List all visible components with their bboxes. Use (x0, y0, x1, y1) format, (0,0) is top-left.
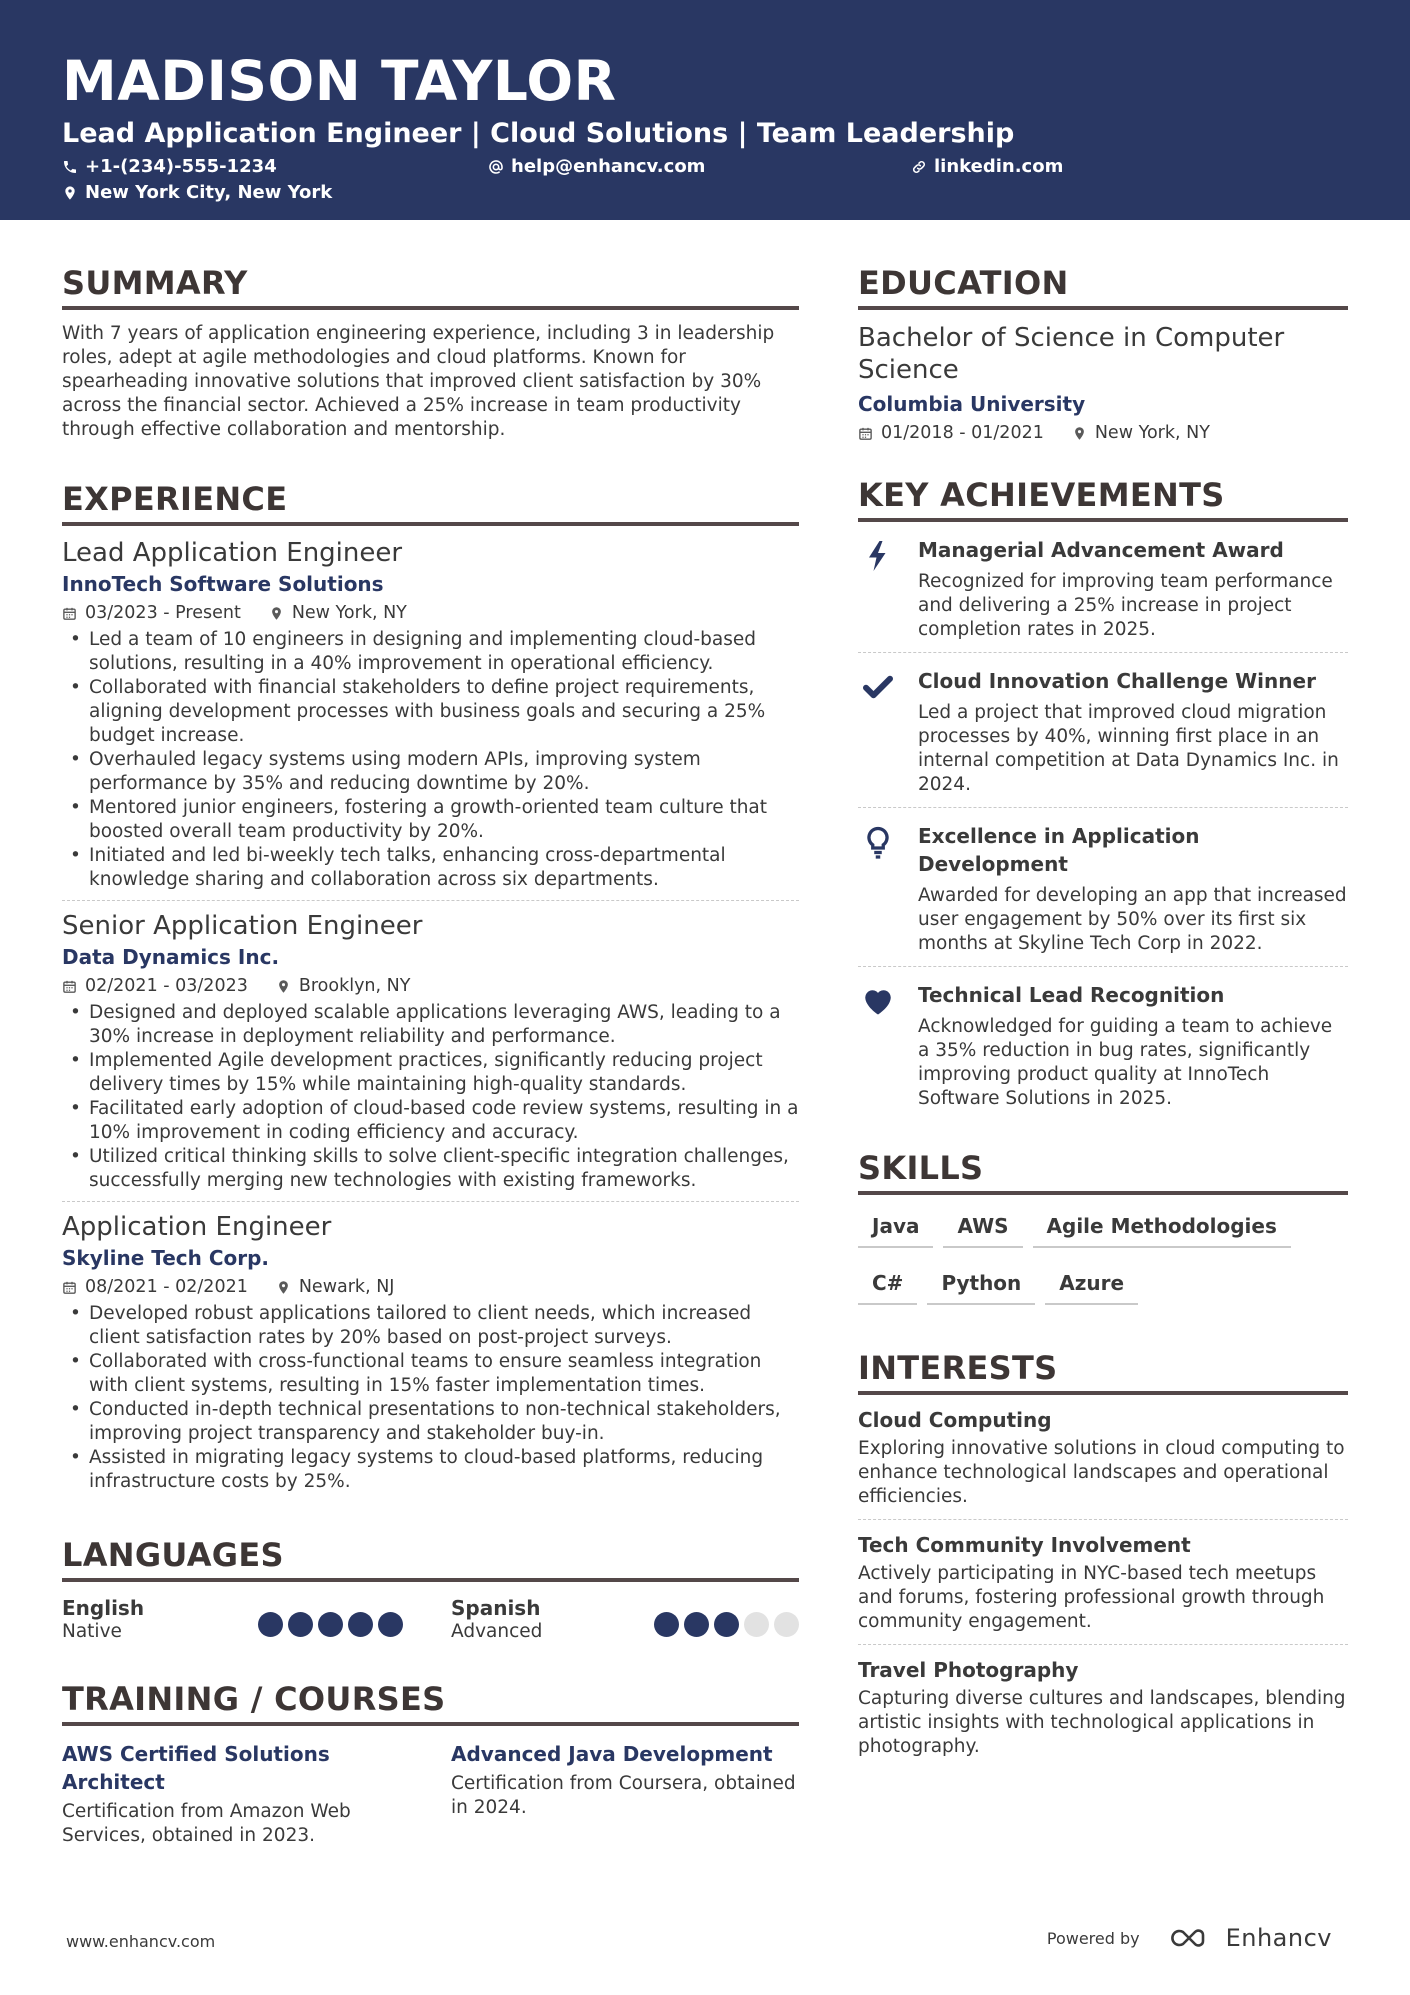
email-text: help@enhancv.com (511, 156, 706, 177)
course-title: AWS Certified Solutions Architect (62, 1742, 330, 1794)
job-meta (62, 1274, 799, 1300)
languages-list (62, 1596, 799, 1644)
job-title: Senior Application Engineer (62, 911, 423, 941)
achievement-desc: Recognized for improving team performance and delivering a 25% increase in project completion rates in 2025. (918, 571, 1333, 640)
education-dates (858, 420, 1044, 446)
calendar-icon (62, 979, 77, 994)
interests-section (858, 1347, 1348, 1769)
skill-tag: C# (858, 1266, 917, 1305)
courses-list (62, 1740, 799, 1848)
job-dates-text: 02/2021 - 03/2023 (85, 976, 248, 996)
achievement-title: Cloud Innovation Challenge Winner (918, 669, 1316, 693)
course-desc: Certification from Amazon Web Services, obtained in 2023. (62, 1801, 351, 1846)
contact-email[interactable] (488, 156, 705, 177)
phone-text: +1-(234)-555-1234 (85, 156, 277, 177)
training-heading: TRAINING / COURSES (62, 1678, 799, 1726)
calendar-icon (858, 426, 873, 441)
job-meta (62, 973, 799, 999)
job-location (276, 973, 411, 999)
achievements-heading: KEY ACHIEVEMENTS (858, 474, 1348, 522)
job-bullets (62, 1001, 799, 1193)
languages-section (62, 1534, 799, 1644)
job-dates-text: 03/2023 - Present (85, 603, 241, 623)
education-location (1072, 420, 1210, 446)
rating-dot-filled (654, 1612, 679, 1637)
experience-section (62, 478, 799, 1502)
achievement-item (858, 522, 1348, 653)
calendar-icon (62, 606, 77, 621)
lightning-icon (860, 538, 896, 574)
job-bullet: • Assisted in migrating legacy systems to cloud-based platforms, reducing infrastructure costs by 25%. (62, 1446, 799, 1494)
job-bullet: • Collaborated with cross-functional teams to ensure seamless integration with client systems, resulting in 15% faster implementation times. (62, 1350, 799, 1398)
job-bullet: • Developed robust applications tailored to client needs, which increased client satisfaction rates by 20% based on post-project surveys. (62, 1302, 799, 1350)
location-pin-icon (276, 979, 291, 994)
interest-desc: Capturing diverse cultures and landscapes, blending artistic insights with technological applications in photography. (858, 1688, 1346, 1757)
job-bullets (62, 1302, 799, 1494)
interest-title: Cloud Computing (858, 1408, 1052, 1432)
achievement-desc: Acknowledged for guiding a team to achieve a 35% reduction in bug rates, significantly improving product quality at InnoTech Software Solutions in 2025. (918, 1016, 1333, 1109)
skills-list (858, 1209, 1348, 1323)
enhancv-logo-icon (1166, 1925, 1216, 1951)
powered-by-text: Powered by (1046, 1928, 1140, 1948)
link-icon (911, 159, 927, 175)
job-dates (62, 1274, 248, 1300)
skills-section (858, 1147, 1348, 1323)
school-name: Columbia University (858, 392, 1086, 416)
footer-brand (1047, 1924, 1332, 1952)
brand-name: Enhancv (1225, 1924, 1332, 1952)
job-bullet: • Facilitated early adoption of cloud-based code review systems, resulting in a 10% improvement in coding efficiency and accuracy. (62, 1097, 799, 1145)
job-entry (62, 901, 799, 1202)
language-level: Advanced (451, 1621, 543, 1642)
language-item (451, 1596, 799, 1644)
job-entry (62, 526, 799, 901)
heart-icon (860, 983, 896, 1019)
language-rating (649, 1604, 799, 1644)
language-name: English (62, 1596, 145, 1620)
interest-item (858, 1520, 1348, 1645)
achievements-section (858, 474, 1348, 1121)
course-item (451, 1740, 799, 1848)
job-bullet: • Designed and deployed scalable applications leveraging AWS, leading to a 30% increase in deployment reliability and performance. (62, 1001, 799, 1049)
rating-dot-filled (714, 1612, 739, 1637)
rating-dot-filled (318, 1612, 343, 1637)
company-name: Skyline Tech Corp. (62, 1246, 270, 1270)
achievement-icon-wrap (858, 822, 918, 956)
achievement-title: Excellence in Application Development (918, 824, 1200, 876)
experience-heading: EXPERIENCE (62, 478, 799, 526)
at-icon (488, 159, 504, 175)
job-bullet: • Collaborated with financial stakeholders to define project requirements, aligning development processes with business goals and securing a 25% budget increase. (62, 676, 799, 748)
achievement-item (858, 808, 1348, 967)
job-location (276, 1274, 395, 1300)
job-location-text: New York, NY (291, 603, 407, 623)
job-bullet: • Implemented Agile development practices, significantly reducing project delivery times by 15% while maintaining high-quality standards. (62, 1049, 799, 1097)
interest-item (858, 1645, 1348, 1769)
job-bullet: • Overhauled legacy systems using modern APIs, improving system performance by 35% and reducing downtime by 20%. (62, 748, 799, 796)
resume-header (0, 0, 1410, 220)
rating-dot-filled (348, 1612, 373, 1637)
location-pin-icon (62, 185, 78, 201)
linkedin-text: linkedin.com (934, 156, 1064, 177)
contact-row-2 (62, 182, 1348, 208)
achievement-item (858, 653, 1348, 808)
achievement-desc: Led a project that improved cloud migration processes by 40%, winning first place in an internal competition at Data Dynamics Inc. in 2024. (918, 702, 1339, 795)
achievement-title: Technical Lead Recognition (918, 983, 1225, 1007)
skills-heading: SKILLS (858, 1147, 1348, 1195)
job-dates (62, 600, 241, 626)
candidate-title: Lead Application Engineer | Cloud Solutions | Team Leadership (62, 118, 1015, 149)
job-location-text: Brooklyn, NY (298, 976, 411, 996)
language-level: Native (62, 1621, 122, 1642)
phone-icon (62, 159, 78, 175)
right-column (858, 262, 1348, 1769)
rating-dot-filled (258, 1612, 283, 1637)
course-title: Advanced Java Development (451, 1742, 773, 1766)
job-bullet: • Led a team of 10 engineers in designing and implementing cloud-based solutions, resulting in a 40% improvement in operational efficiency. (62, 628, 799, 676)
footer-website[interactable]: www.enhancv.com (66, 1932, 216, 1951)
skill-tag: AWS (943, 1209, 1022, 1248)
achievement-icon-wrap (858, 536, 918, 642)
contact-row (62, 156, 1348, 182)
job-bullet: • Utilized critical thinking skills to solve client-specific integration challenges, successfully merging new technologies with existing frameworks. (62, 1145, 799, 1193)
achievement-icon-wrap (858, 981, 918, 1111)
training-section (62, 1678, 799, 1848)
job-dates-text: 08/2021 - 02/2021 (85, 1277, 248, 1297)
job-meta (62, 600, 799, 626)
checkmark-icon (860, 669, 896, 705)
rating-dot-filled (684, 1612, 709, 1637)
achievement-icon-wrap (858, 667, 918, 797)
interest-item (858, 1395, 1348, 1520)
job-bullet: • Initiated and led bi-weekly tech talks, enhancing cross-departmental knowledge sharing and collaboration across six departments. (62, 844, 799, 892)
education-meta (858, 420, 1348, 446)
skill-tag: Agile Methodologies (1033, 1209, 1291, 1248)
rating-dot-empty (744, 1612, 769, 1637)
education-location-text: New York, NY (1094, 423, 1210, 443)
lightbulb-icon (860, 824, 896, 860)
job-bullet: • Mentored junior engineers, fostering a growth-oriented team culture that boosted overall team productivity by 20%. (62, 796, 799, 844)
skill-tag: Python (927, 1266, 1035, 1305)
education-heading: EDUCATION (858, 262, 1348, 310)
calendar-icon (62, 1280, 77, 1295)
interest-desc: Exploring innovative solutions in cloud computing to enhance technological landscapes and operational efficiencies. (858, 1438, 1345, 1507)
interests-heading: INTERESTS (858, 1347, 1348, 1395)
skill-tag: Java (858, 1209, 933, 1248)
job-location-text: Newark, NJ (298, 1277, 395, 1297)
interest-desc: Actively participating in NYC-based tech meetups and forums, fostering professional growth through community engagement. (858, 1563, 1325, 1632)
summary-heading: SUMMARY (62, 262, 799, 310)
job-title: Application Engineer (62, 1212, 332, 1242)
job-location (269, 600, 407, 626)
rating-dot-empty (774, 1612, 799, 1637)
candidate-name: MADISON TAYLOR (62, 49, 617, 113)
location-pin-icon (276, 1280, 291, 1295)
company-name: InnoTech Software Solutions (62, 572, 384, 596)
job-bullet: • Conducted in-depth technical presentations to non-technical stakeholders, improving project transparency and stakeholder buy-in. (62, 1398, 799, 1446)
contact-phone[interactable] (62, 156, 277, 177)
job-title: Lead Application Engineer (62, 538, 403, 568)
language-item (62, 1596, 451, 1644)
contact-linkedin[interactable] (911, 156, 1063, 177)
language-rating (253, 1604, 403, 1644)
rating-dot-filled (288, 1612, 313, 1637)
languages-heading: LANGUAGES (62, 1534, 799, 1582)
course-item (62, 1740, 451, 1848)
degree-title: Bachelor of Science in Computer Science (858, 323, 1285, 385)
summary-section (62, 262, 799, 442)
education-dates-text: 01/2018 - 01/2021 (881, 423, 1044, 443)
achievement-item (858, 967, 1348, 1121)
summary-text: With 7 years of application engineering experience, including 3 in leadership roles, adept at agile methodologies and cloud platforms. Known for spearheading innovative solutions that improved client satisfaction by 30% across the financial sector. Achieved a 25% increase in team productivity through effective collaboration and mentorship. (62, 323, 775, 440)
location-pin-icon (269, 606, 284, 621)
job-dates (62, 973, 248, 999)
skill-tag: Azure (1045, 1266, 1138, 1305)
job-bullets (62, 628, 799, 892)
achievement-title: Managerial Advancement Award (918, 538, 1284, 562)
contact-location (62, 182, 332, 203)
language-name: Spanish (451, 1596, 541, 1620)
achievement-desc: Awarded for developing an app that increased user engagement by 50% over its first six months at Skyline Tech Corp in 2022. (918, 885, 1347, 954)
education-section (858, 262, 1348, 446)
course-desc: Certification from Coursera, obtained in 2024. (451, 1773, 796, 1818)
left-column (62, 262, 799, 1848)
location-text: New York City, New York (85, 182, 333, 203)
interest-title: Travel Photography (858, 1658, 1079, 1682)
rating-dot-filled (378, 1612, 403, 1637)
company-name: Data Dynamics Inc. (62, 945, 280, 969)
location-pin-icon (1072, 426, 1087, 441)
job-entry (62, 1202, 799, 1502)
interest-title: Tech Community Involvement (858, 1533, 1191, 1557)
